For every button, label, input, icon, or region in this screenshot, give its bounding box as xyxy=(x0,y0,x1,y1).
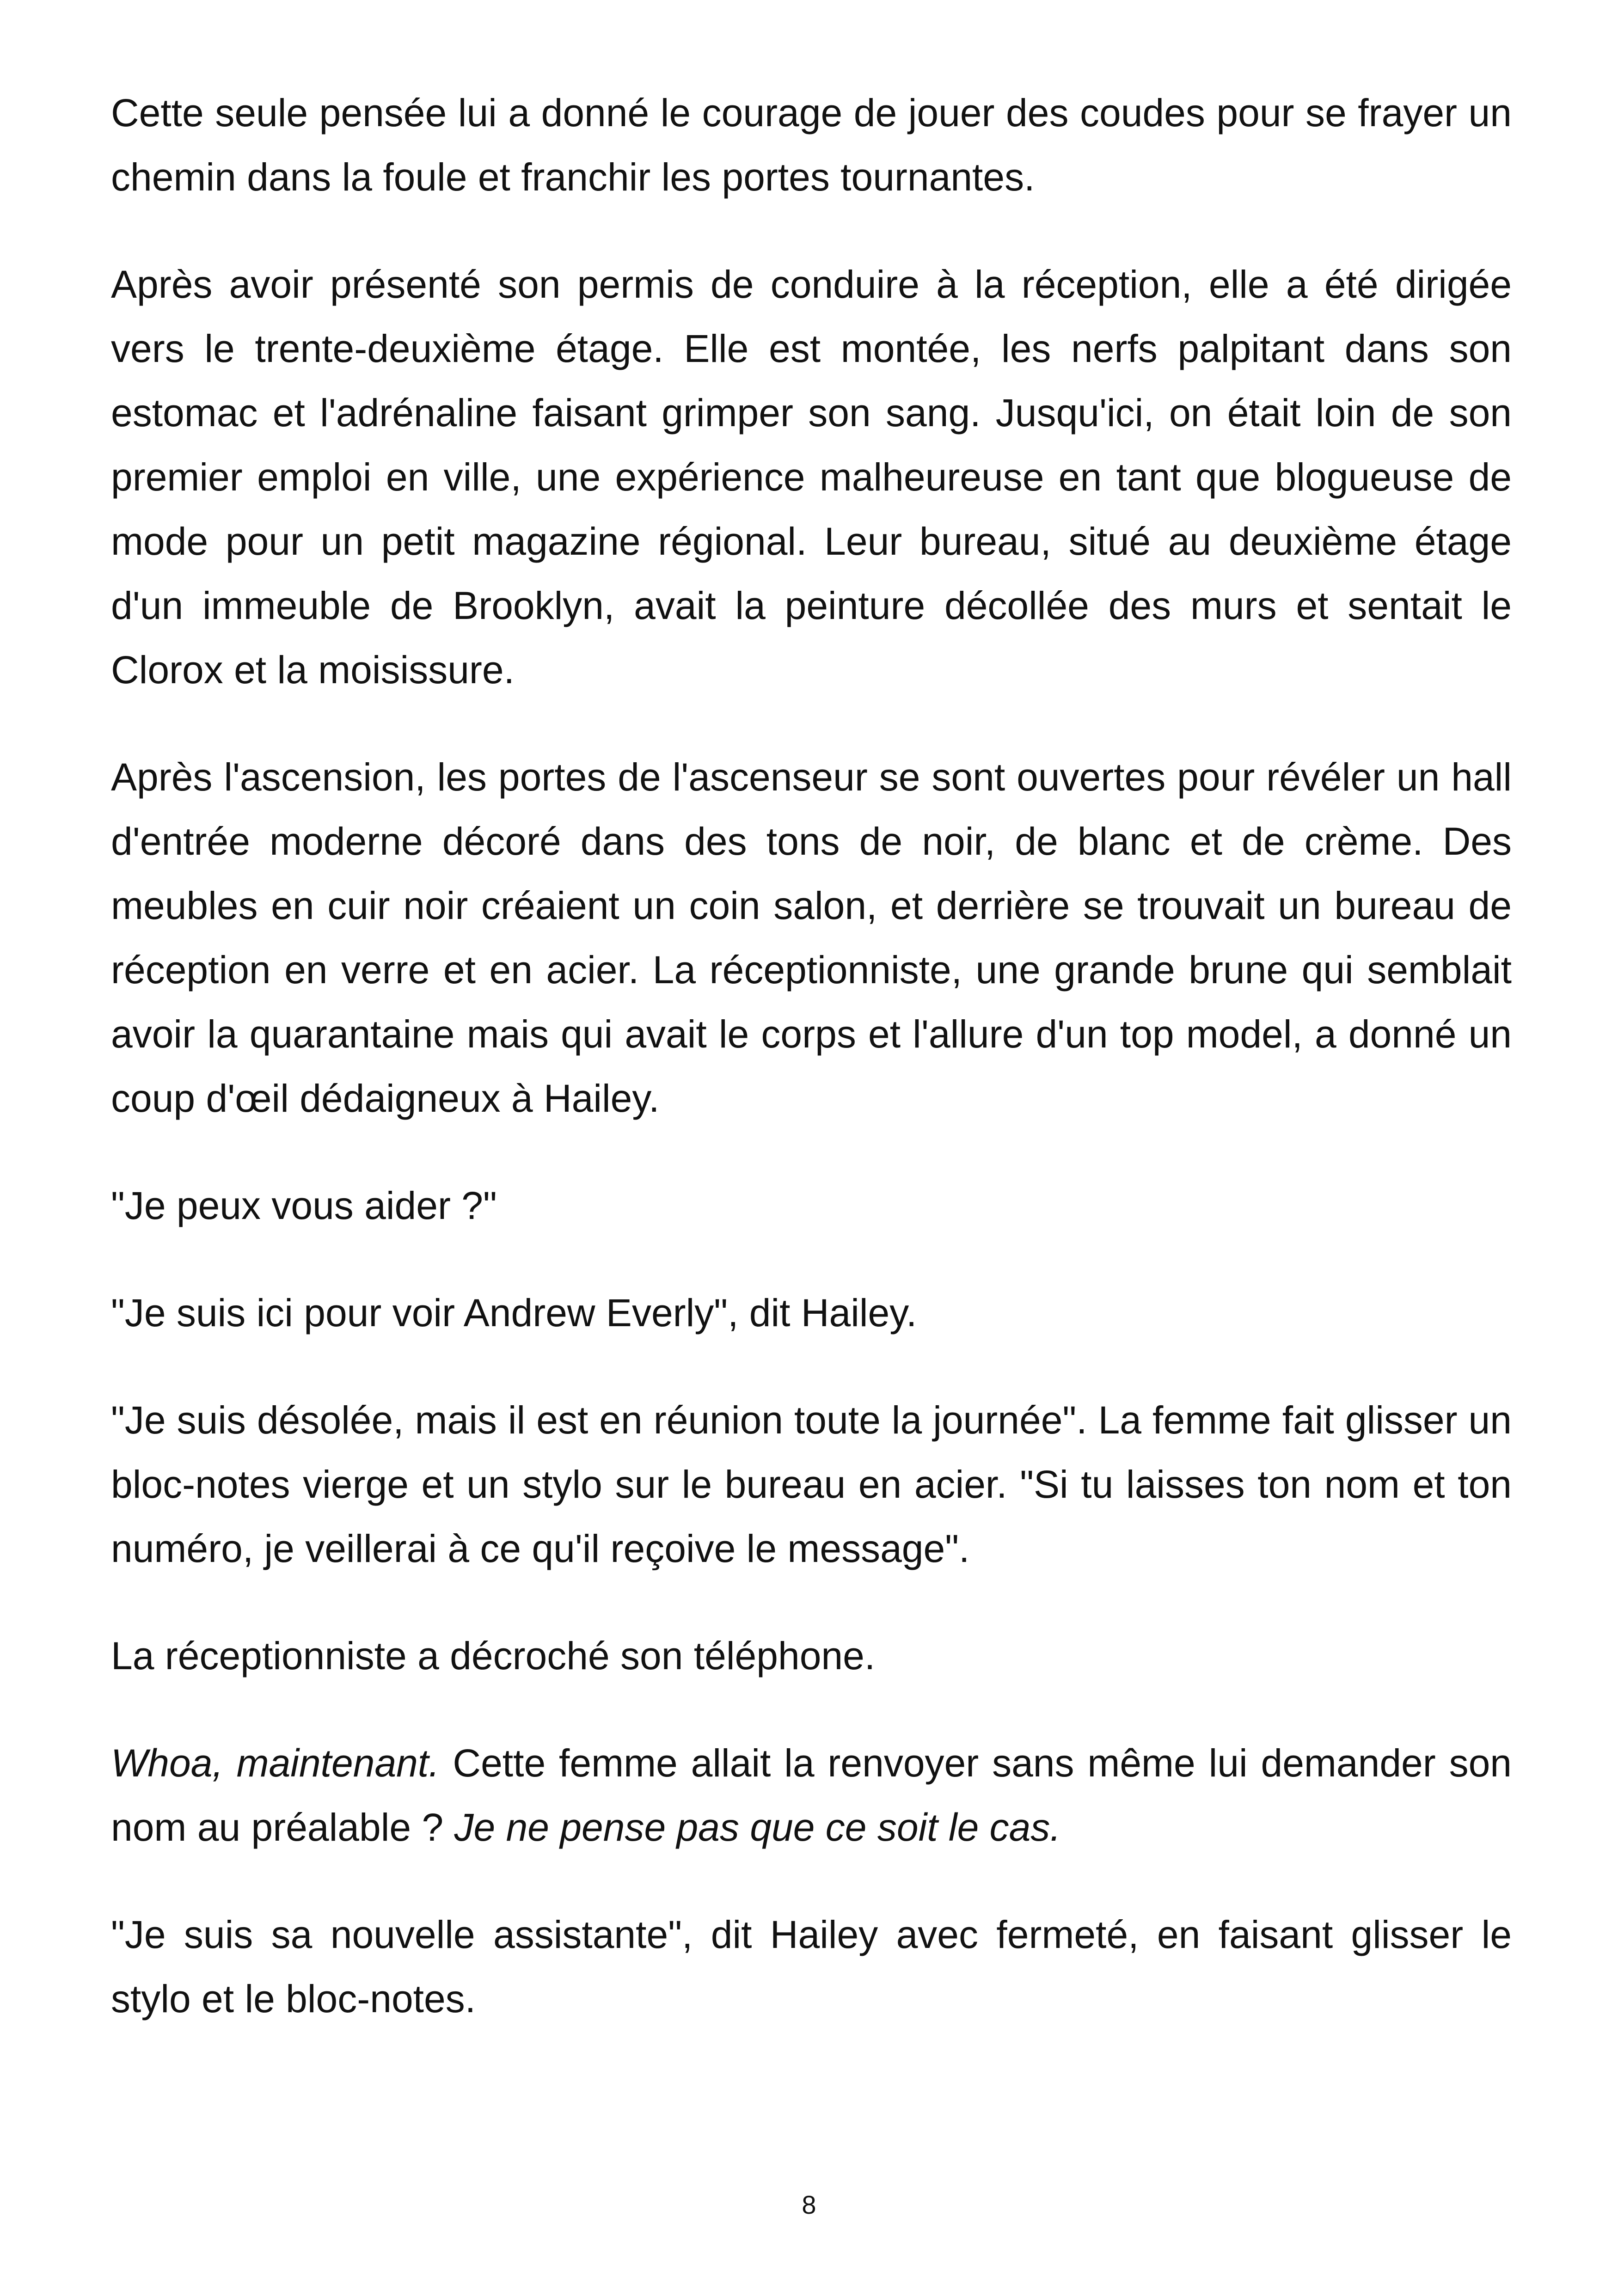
paragraph-7: La réceptionniste a décroché son téléphone. xyxy=(111,1634,876,1678)
paragraph-8 xyxy=(111,1731,1512,1860)
paragraph-6: "Je suis désolée, mais il est en réunion toute la journée". La femme fait glisser un bloc-notes vierge et un stylo sur le bureau en acier. "Si tu laisses ton nom et ton numéro, je veillerai à ce qu'il reçoive le message". xyxy=(111,1398,1512,1570)
paragraph-9: "Je suis sa nouvelle assistante", dit Hailey avec fermeté, en faisant glisser le stylo et le bloc-notes. xyxy=(111,1913,1512,2020)
page-number: 8 xyxy=(802,2190,816,2219)
page-body xyxy=(111,81,1512,2074)
paragraph-8-middle: Cette femme allait la renvoyer sans même lui demander son nom au préalable ? xyxy=(111,1741,1512,1849)
paragraph-5: "Je suis ici pour voir Andrew Everly", dit Hailey. xyxy=(111,1291,917,1335)
paragraph-1: Cette seule pensée lui a donné le courage de jouer des coudes pour se frayer un chemin dans la foule et franchir les portes tournantes. xyxy=(111,91,1512,199)
paragraph-4: "Je peux vous aider ?" xyxy=(111,1184,497,1227)
italic-thought: Je ne pense pas que ce soit le cas. xyxy=(454,1806,1061,1849)
italic-whoa: Whoa, maintenant. xyxy=(111,1741,440,1785)
paragraph-3: Après l'ascension, les portes de l'ascenseur se sont ouvertes pour révéler un hall d'entrée moderne décoré dans des tons de noir, de blanc et de crème. Des meubles en cuir noir créaient un coin salon, et derrière se trouvait un bureau de réception en verre et en acier. La réceptionniste, une grande brune qui semblait avoir la quarantaine mais qui avait le corps et l'allure d'un top model, a donné un coup d'œil dédaigneux à Hailey. xyxy=(111,755,1512,1120)
paragraph-2: Après avoir présenté son permis de conduire à la réception, elle a été dirigée vers le trente-deuxième étage. Elle est montée, les nerfs palpitant dans son estomac et l'adrénaline faisant grimper son sang. Jusqu'ici, on était loin de son premier emploi en ville, une expérience malheureuse en tant que blogueuse de mode pour un petit magazine régional. Leur bureau, situé au deuxième étage d'un immeuble de Brooklyn, avait la peinture décollée des murs et sentait le Clorox et la moisissure. xyxy=(111,263,1512,692)
